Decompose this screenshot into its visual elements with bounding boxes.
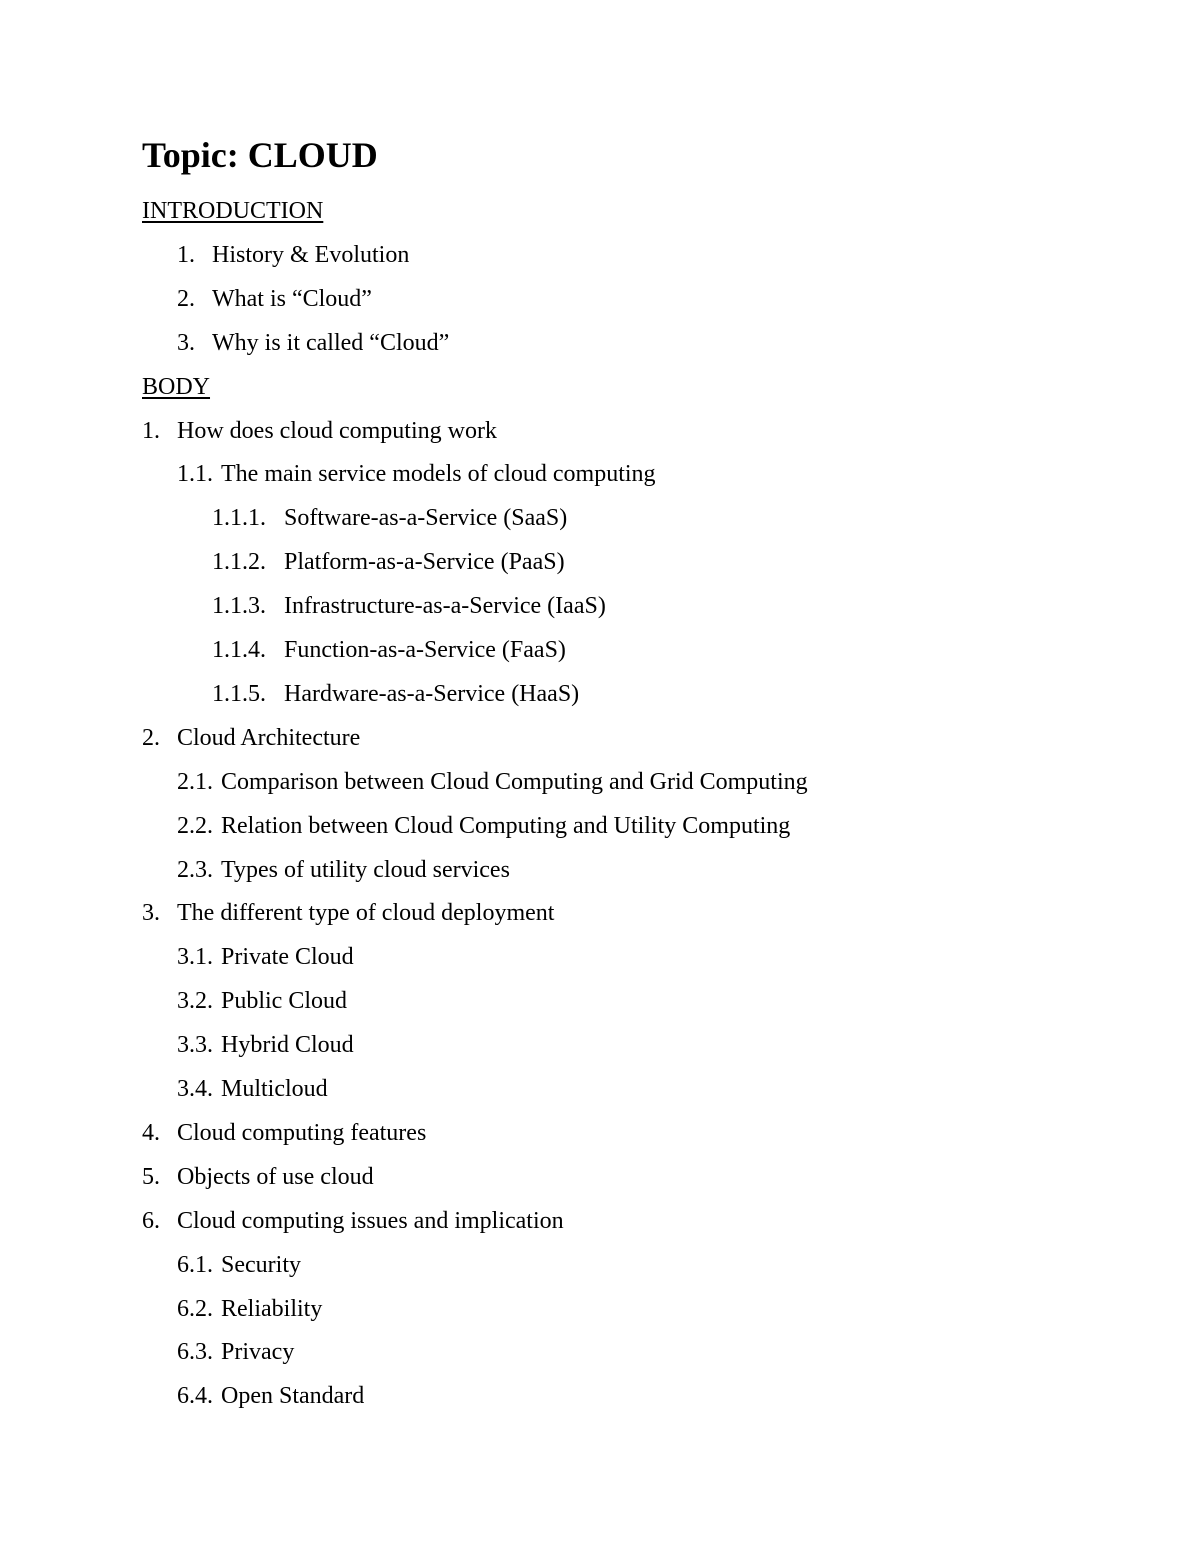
item-number: 3.3. (177, 1032, 213, 1059)
item-number: 1.1.4. (212, 637, 266, 663)
item-text: What is “Cloud” (212, 285, 372, 312)
item-number: 3.4. (177, 1076, 213, 1102)
item-number: 1. (177, 241, 195, 268)
item-text: Private Cloud (221, 944, 354, 971)
item-text: History & Evolution (212, 241, 410, 268)
page-title: Topic: CLOUD (142, 135, 378, 175)
item-number: 3.2. (177, 988, 213, 1015)
item-text: The main service models of cloud computing (221, 461, 656, 488)
section-heading-body: BODY (142, 373, 211, 400)
section-heading-introduction: INTRODUCTION (142, 198, 324, 224)
item-text: The different type of cloud deployment (177, 900, 555, 927)
item-text: How does cloud computing work (177, 417, 497, 444)
item-number: 3. (142, 900, 160, 927)
item-text: Hybrid Cloud (221, 1032, 354, 1059)
item-number: 6.1. (177, 1251, 213, 1278)
item-text: Security (221, 1251, 301, 1278)
item-number: 2.2. (177, 812, 213, 839)
item-number: 2. (177, 285, 195, 312)
item-text: Infrastructure-as-a-Service (IaaS) (284, 593, 606, 620)
item-number: 1.1.2. (212, 549, 266, 576)
item-number: 6.2. (177, 1295, 213, 1322)
item-number: 4. (142, 1119, 160, 1146)
item-number: 5. (142, 1163, 160, 1190)
item-number: 3.1. (177, 944, 213, 971)
item-number: 1. (142, 417, 160, 444)
item-number: 6. (142, 1207, 160, 1234)
item-text: Public Cloud (221, 988, 348, 1015)
item-text: Relation between Cloud Computing and Utility Computing (221, 812, 791, 839)
item-number: 2.1. (177, 768, 213, 795)
item-text: Cloud Architecture (177, 724, 361, 751)
item-text: Multicloud (221, 1076, 328, 1102)
item-text: Cloud computing issues and implication (177, 1207, 564, 1234)
item-number: 1.1.3. (212, 593, 266, 620)
item-number: 1.1. (177, 461, 213, 488)
item-number: 1.1.1. (212, 505, 266, 532)
item-number: 6.3. (177, 1339, 213, 1366)
item-text: Software-as-a-Service (SaaS) (284, 505, 568, 532)
item-text: Privacy (221, 1339, 295, 1366)
item-number: 3. (177, 329, 195, 356)
item-text: Hardware-as-a-Service (HaaS) (284, 680, 580, 707)
item-number: 2. (142, 724, 160, 751)
item-number: 6.4. (177, 1383, 213, 1410)
item-text: Reliability (221, 1295, 323, 1322)
item-text: Cloud computing features (177, 1119, 427, 1146)
item-text: Function-as-a-Service (FaaS) (284, 637, 566, 663)
item-text: Platform-as-a-Service (PaaS) (284, 549, 565, 576)
item-number: 1.1.5. (212, 680, 266, 707)
item-number: 2.3. (177, 856, 213, 883)
item-text: Comparison between Cloud Computing and Grid Computing (221, 768, 808, 795)
item-text: Objects of use cloud (177, 1163, 374, 1190)
item-text: Why is it called “Cloud” (212, 329, 450, 356)
item-text: Open Standard (221, 1383, 365, 1410)
item-text: Types of utility cloud services (221, 856, 510, 883)
